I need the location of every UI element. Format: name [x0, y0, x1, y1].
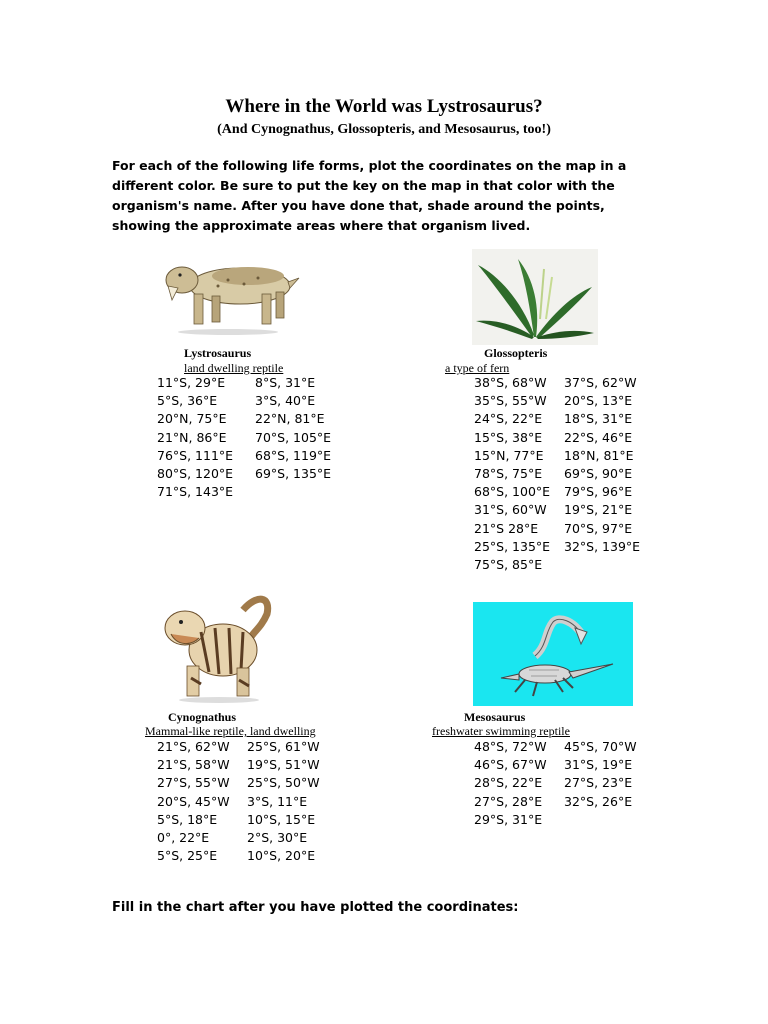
coordinate-row — [474, 447, 640, 465]
coordinate-row — [157, 756, 320, 774]
mesosaurus-description: freshwater swimming reptile — [432, 724, 570, 738]
coordinate-row — [157, 829, 320, 847]
coordinate-value: 68°S, 119°E — [255, 447, 332, 463]
coordinate-value: 27°S, 28°E — [474, 793, 543, 809]
coordinate-value: 5°S, 36°E — [157, 393, 218, 409]
coordinate-row — [157, 392, 331, 410]
coordinate-row — [474, 429, 640, 447]
glossopteris-name: Glossopteris — [484, 346, 548, 360]
coordinate-value: 21°S 28°E — [474, 520, 539, 536]
coordinate-value: 71°S, 143°E — [157, 484, 234, 500]
coordinate-value: 69°S, 90°E — [564, 466, 633, 482]
cynognathus-name: Cynognathus — [168, 710, 237, 724]
cynognathus-description: Mammal-like reptile, land dwelling — [145, 724, 316, 738]
coordinate-row — [474, 392, 640, 410]
coordinate-row — [474, 410, 640, 428]
coordinate-row — [474, 774, 637, 792]
glossopteris-description: a type of fern — [445, 361, 510, 375]
cynognathus-illustration — [157, 588, 275, 706]
coordinate-value: 48°S, 72°W — [474, 739, 547, 754]
coordinate-row — [474, 756, 637, 774]
coordinate-value: 18°S, 31°E — [564, 411, 633, 427]
coordinate-value: 2°S, 30°E — [247, 830, 308, 846]
page-subtitle: (And Cynognathus, Glossopteris, and Mesosaurus, too!) — [217, 122, 551, 137]
coordinate-value: 35°S, 55°W — [474, 393, 547, 409]
mesosaurus-coordinates — [474, 738, 637, 829]
coordinate-value: 21°S, 58°W — [157, 757, 230, 773]
glossopteris-coordinates — [474, 374, 640, 574]
coordinate-value: 46°S, 67°W — [474, 757, 547, 773]
coordinate-value: 27°S, 23°E — [564, 775, 633, 791]
coordinate-row — [474, 793, 637, 811]
coordinate-value: 19°S, 21°E — [564, 502, 633, 518]
coordinate-value: 24°S, 22°E — [474, 411, 543, 427]
coordinate-value: 10°S, 15°E — [247, 811, 316, 827]
coordinate-value: 31°S, 19°E — [564, 757, 633, 773]
lystrosaurus-illustration — [158, 252, 300, 336]
coordinate-value: 5°S, 18°E — [157, 811, 218, 827]
coordinate-value: 38°S, 68°W — [474, 375, 547, 390]
glossopteris-illustration — [472, 249, 598, 345]
coordinate-value: 69°S, 135°E — [255, 466, 332, 482]
page-title: Where in the World was Lystrosaurus? — [225, 96, 543, 117]
coordinate-value: 18°N, 81°E — [564, 447, 634, 463]
coordinate-value: 20°N, 75°E — [157, 411, 227, 427]
coordinate-row — [474, 738, 637, 756]
coordinate-row — [474, 811, 637, 829]
coordinate-value: 21°S, 62°W — [157, 739, 230, 754]
coordinate-value: 20°S, 45°W — [157, 793, 230, 809]
coordinate-value: 25°S, 135°E — [474, 538, 551, 554]
instructions-paragraph: For each of the following life forms, plot the coordinates on the map in a different color. Be sure to put the key on the map in that color with the organism's name. After you have done that, shade around the points, showing the approximate areas where that organism lived. — [112, 158, 627, 233]
lystrosaurus-description: land dwelling reptile — [184, 361, 284, 375]
coordinate-value: 15°N, 77°E — [474, 447, 544, 463]
coordinate-value: 22°S, 46°E — [564, 429, 633, 445]
coordinate-value: 20°S, 13°E — [564, 393, 633, 409]
fill-in-chart-instruction: Fill in the chart after you have plotted the coordinates: — [112, 900, 519, 915]
coordinate-value: 32°S, 139°E — [564, 538, 641, 554]
coordinate-value: 0°, 22°E — [157, 830, 210, 846]
coordinate-row — [157, 410, 331, 428]
coordinate-value: 25°S, 61°W — [247, 739, 320, 754]
coordinate-row — [157, 774, 320, 792]
cynognathus-coordinates — [157, 738, 320, 865]
coordinate-row — [474, 501, 640, 519]
coordinate-value: 28°S, 22°E — [474, 775, 543, 791]
mesosaurus-illustration — [473, 602, 633, 706]
coordinate-value: 3°S, 11°E — [247, 793, 308, 809]
coordinate-row — [157, 738, 320, 756]
coordinate-row — [157, 847, 320, 865]
coordinate-row — [157, 465, 331, 483]
coordinate-value: 19°S, 51°W — [247, 757, 320, 773]
coordinate-value: 22°N, 81°E — [255, 411, 325, 427]
mesosaurus-name: Mesosaurus — [464, 710, 526, 724]
coordinate-value: 37°S, 62°W — [564, 375, 637, 390]
coordinate-value: 8°S, 31°E — [255, 375, 316, 390]
lystrosaurus-name: Lystrosaurus — [184, 346, 252, 360]
coordinate-value: 31°S, 60°W — [474, 502, 547, 518]
coordinate-value: 70°S, 105°E — [255, 429, 332, 445]
coordinate-row — [474, 483, 640, 501]
coordinate-value: 27°S, 55°W — [157, 775, 230, 791]
coordinate-row — [157, 811, 320, 829]
coordinate-value: 25°S, 50°W — [247, 775, 320, 791]
coordinate-value: 21°N, 86°E — [157, 429, 227, 445]
coordinate-value: 11°S, 29°E — [157, 375, 226, 390]
coordinate-row — [474, 556, 640, 574]
coordinate-row — [157, 793, 320, 811]
coordinate-row — [474, 538, 640, 556]
coordinate-row — [474, 374, 640, 392]
coordinate-value: 70°S, 97°E — [564, 520, 633, 536]
coordinate-value: 78°S, 75°E — [474, 466, 543, 482]
coordinate-value: 29°S, 31°E — [474, 811, 543, 827]
coordinate-value: 32°S, 26°E — [564, 793, 633, 809]
coordinate-value: 3°S, 40°E — [255, 393, 316, 409]
coordinate-row — [157, 374, 331, 392]
coordinate-row — [157, 447, 331, 465]
coordinate-row — [157, 429, 331, 447]
coordinate-value: 76°S, 111°E — [157, 447, 234, 463]
coordinate-value: 15°S, 38°E — [474, 429, 543, 445]
lystrosaurus-coordinates — [157, 374, 331, 501]
coordinate-value: 80°S, 120°E — [157, 466, 234, 482]
coordinate-value: 68°S, 100°E — [474, 484, 551, 500]
coordinate-value: 45°S, 70°W — [564, 739, 637, 754]
coordinate-value: 75°S, 85°E — [474, 557, 543, 573]
coordinate-value: 79°S, 96°E — [564, 484, 633, 500]
coordinate-row — [474, 520, 640, 538]
coordinate-row — [474, 465, 640, 483]
coordinate-row — [157, 483, 331, 501]
coordinate-value: 5°S, 25°E — [157, 848, 218, 864]
coordinate-value: 10°S, 20°E — [247, 848, 316, 864]
